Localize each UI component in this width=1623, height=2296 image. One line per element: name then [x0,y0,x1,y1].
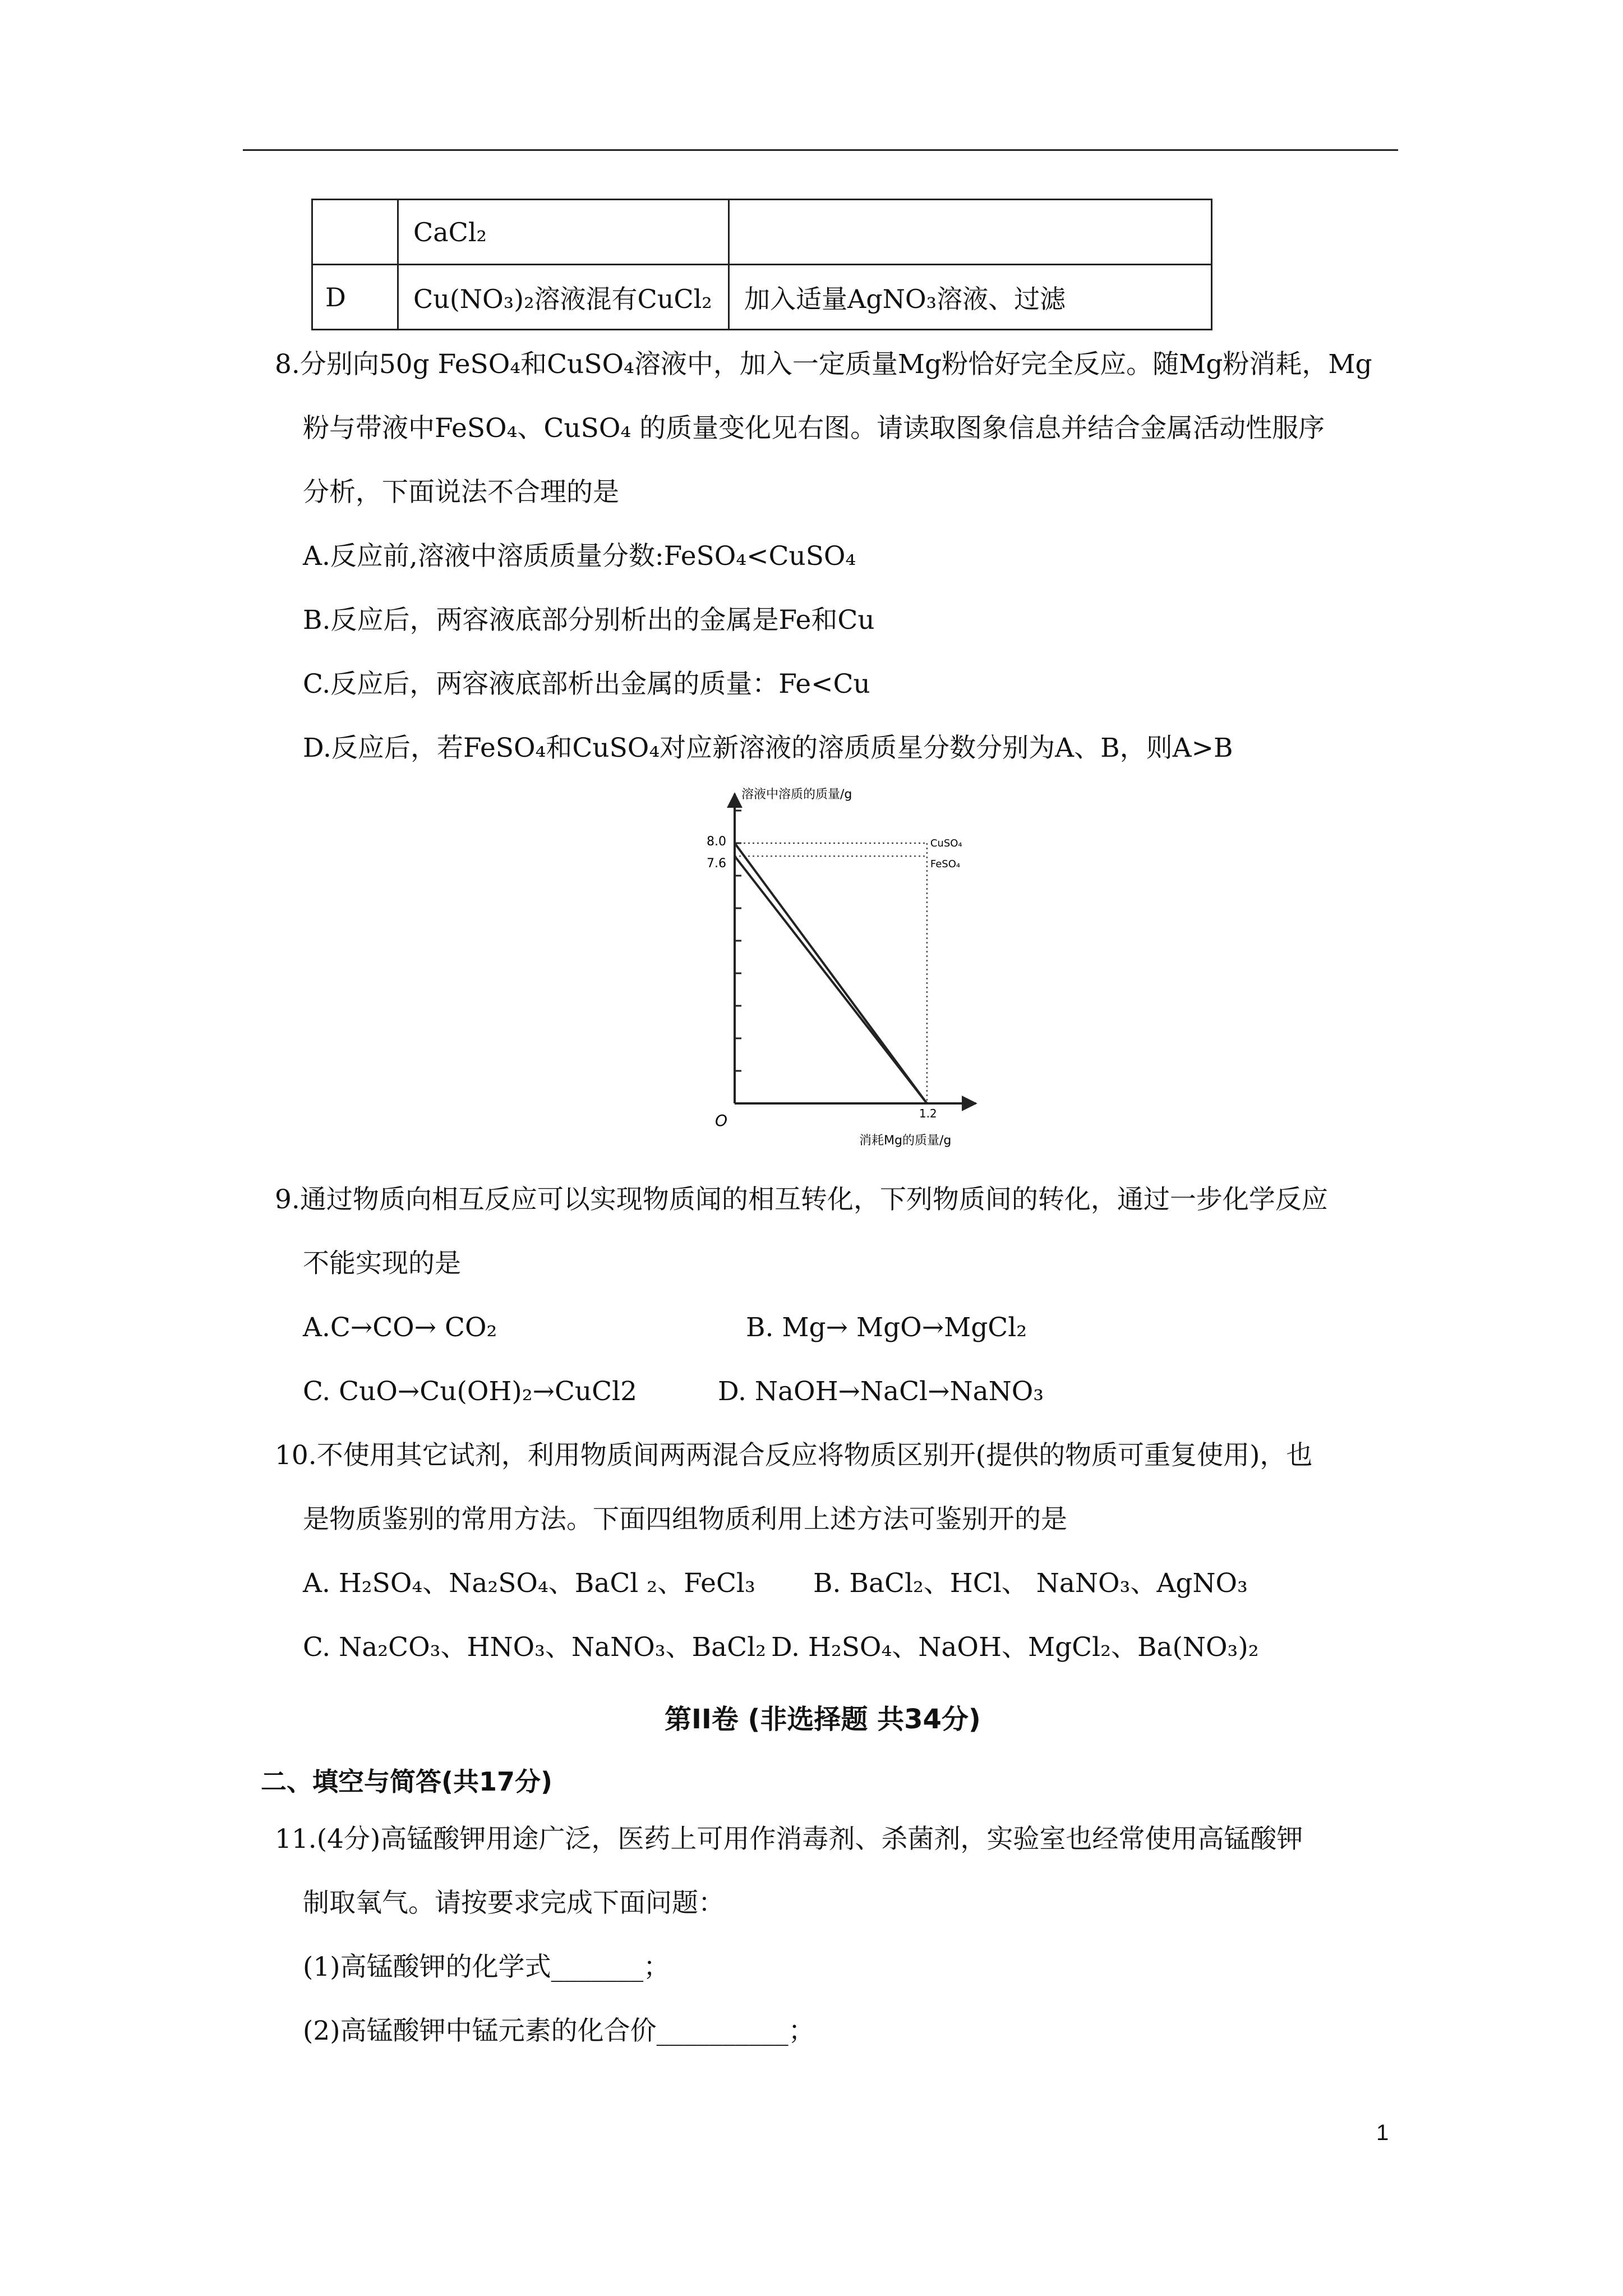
section-title: 第II卷 (非选择题 共34分) [665,1704,981,1735]
y-tick-label-1: 8.0 [707,835,726,849]
mass-chart [690,783,1004,1164]
table-row [312,200,1212,265]
q8-line1: 8.分别向50g FeSO₄和CuSO₄溶液中，加入一定质量Mg粉恰好完全反应。随Mg粉消耗，Mg [275,349,1372,380]
q11-sub1: (1)高锰酸钾的化学式_______； [303,1952,670,1982]
table-cell: CaCl₂ [398,200,729,265]
y-tick-label-2: 7.6 [707,857,726,871]
q9-option-c: C. CuO→Cu(OH)₂→CuCl2 [303,1376,638,1407]
part-title: 二、填空与简答(共17分) [261,1766,553,1797]
table-cell: Cu(NO₃)₂溶液混有CuCl₂ [398,265,729,330]
q9-line1: 9.通过物质向相互反应可以实现物质闻的相互转化，下列物质间的转化，通过一步化学反应 [275,1184,1328,1215]
q9-option-a: A.C→CO→ CO₂ [303,1312,497,1343]
q10-option-a: A. H₂SO₄、Na₂SO₄、BaCl ₂、FeCl₃ [303,1568,755,1599]
q10-option-c: C. Na₂CO₃、HNO₃、NaNO₃、BaCl₂ [303,1632,767,1663]
q11-line2: 制取氧气。请按要求完成下面问题： [303,1888,725,1918]
legend-label-cuso4: CuSO₄ [930,838,962,849]
q8-option-d: D.反应后，若FeSO₄和CuSO₄对应新溶液的溶质质星分数分别为A、B，则A>B [303,733,1233,763]
q8-line2: 粉与带液中FeSO₄、CuSO₄ 的质量变化见右图。请读取图象信息并结合金属活动性服序 [303,413,1325,444]
x-tick-label: 1.2 [919,1107,937,1120]
x-axis-label: 消耗Mg的质量/g [859,1134,952,1148]
q8-option-c: C.反应后，两容液底部析出金属的质量：Fe<Cu [303,669,870,700]
q9-line2: 不能实现的是 [303,1248,461,1279]
table-cell [729,200,1212,265]
q10-line2: 是物质鉴别的常用方法。下面四组物质利用上述方法可鉴别开的是 [303,1504,1067,1535]
header-rule [243,149,1398,151]
table-row [312,265,1212,330]
q8-option-b: B.反应后，两容液底部分别析出的金属是Fe和Cu [303,605,875,636]
q10-option-b: B. BaCl₂、HCl、 NaNO₃、AgNO₃ [813,1568,1248,1599]
legend-label-feso4: FeSO₄ [930,858,961,871]
series-line-2 [735,856,927,1103]
q8-option-a: A.反应前,溶液中溶质质量分数:FeSO₄<CuSO₄ [303,541,856,572]
q11-line1: 11.(4分)高锰酸钾用途广泛，医药上可用作消毒剂、杀菌剂，实验室也经常使用高锰酸钾 [275,1824,1303,1855]
origin-label: O [715,1111,728,1130]
series-line-1 [735,843,927,1103]
q11-sub2: (2)高锰酸钾中锰元素的化合价__________； [303,2016,815,2046]
table-cell: 加入适量AgNO₃溶液、过滤 [729,265,1212,330]
table-cell [312,200,398,265]
y-axis-label: 溶液中溶质的质量/g [741,788,852,802]
q10-option-d: D. H₂SO₄、NaOH、MgCl₂、Ba(NO₃)₂ [771,1632,1259,1663]
q8-line3: 分析，下面说法不合理的是 [303,477,619,508]
q9-option-b: B. Mg→ MgO→MgCl₂ [746,1312,1027,1343]
q9-option-d: D. NaOH→NaCl→NaNO₃ [718,1376,1044,1407]
table-cell: D [312,265,398,330]
continued-table [311,199,1212,330]
q10-line1: 10.不使用其它试剂，利用物质间两两混合反应将物质区别开(提供的物质可重复使用)，也 [275,1440,1313,1471]
page-number: 1 [1376,2120,1389,2145]
